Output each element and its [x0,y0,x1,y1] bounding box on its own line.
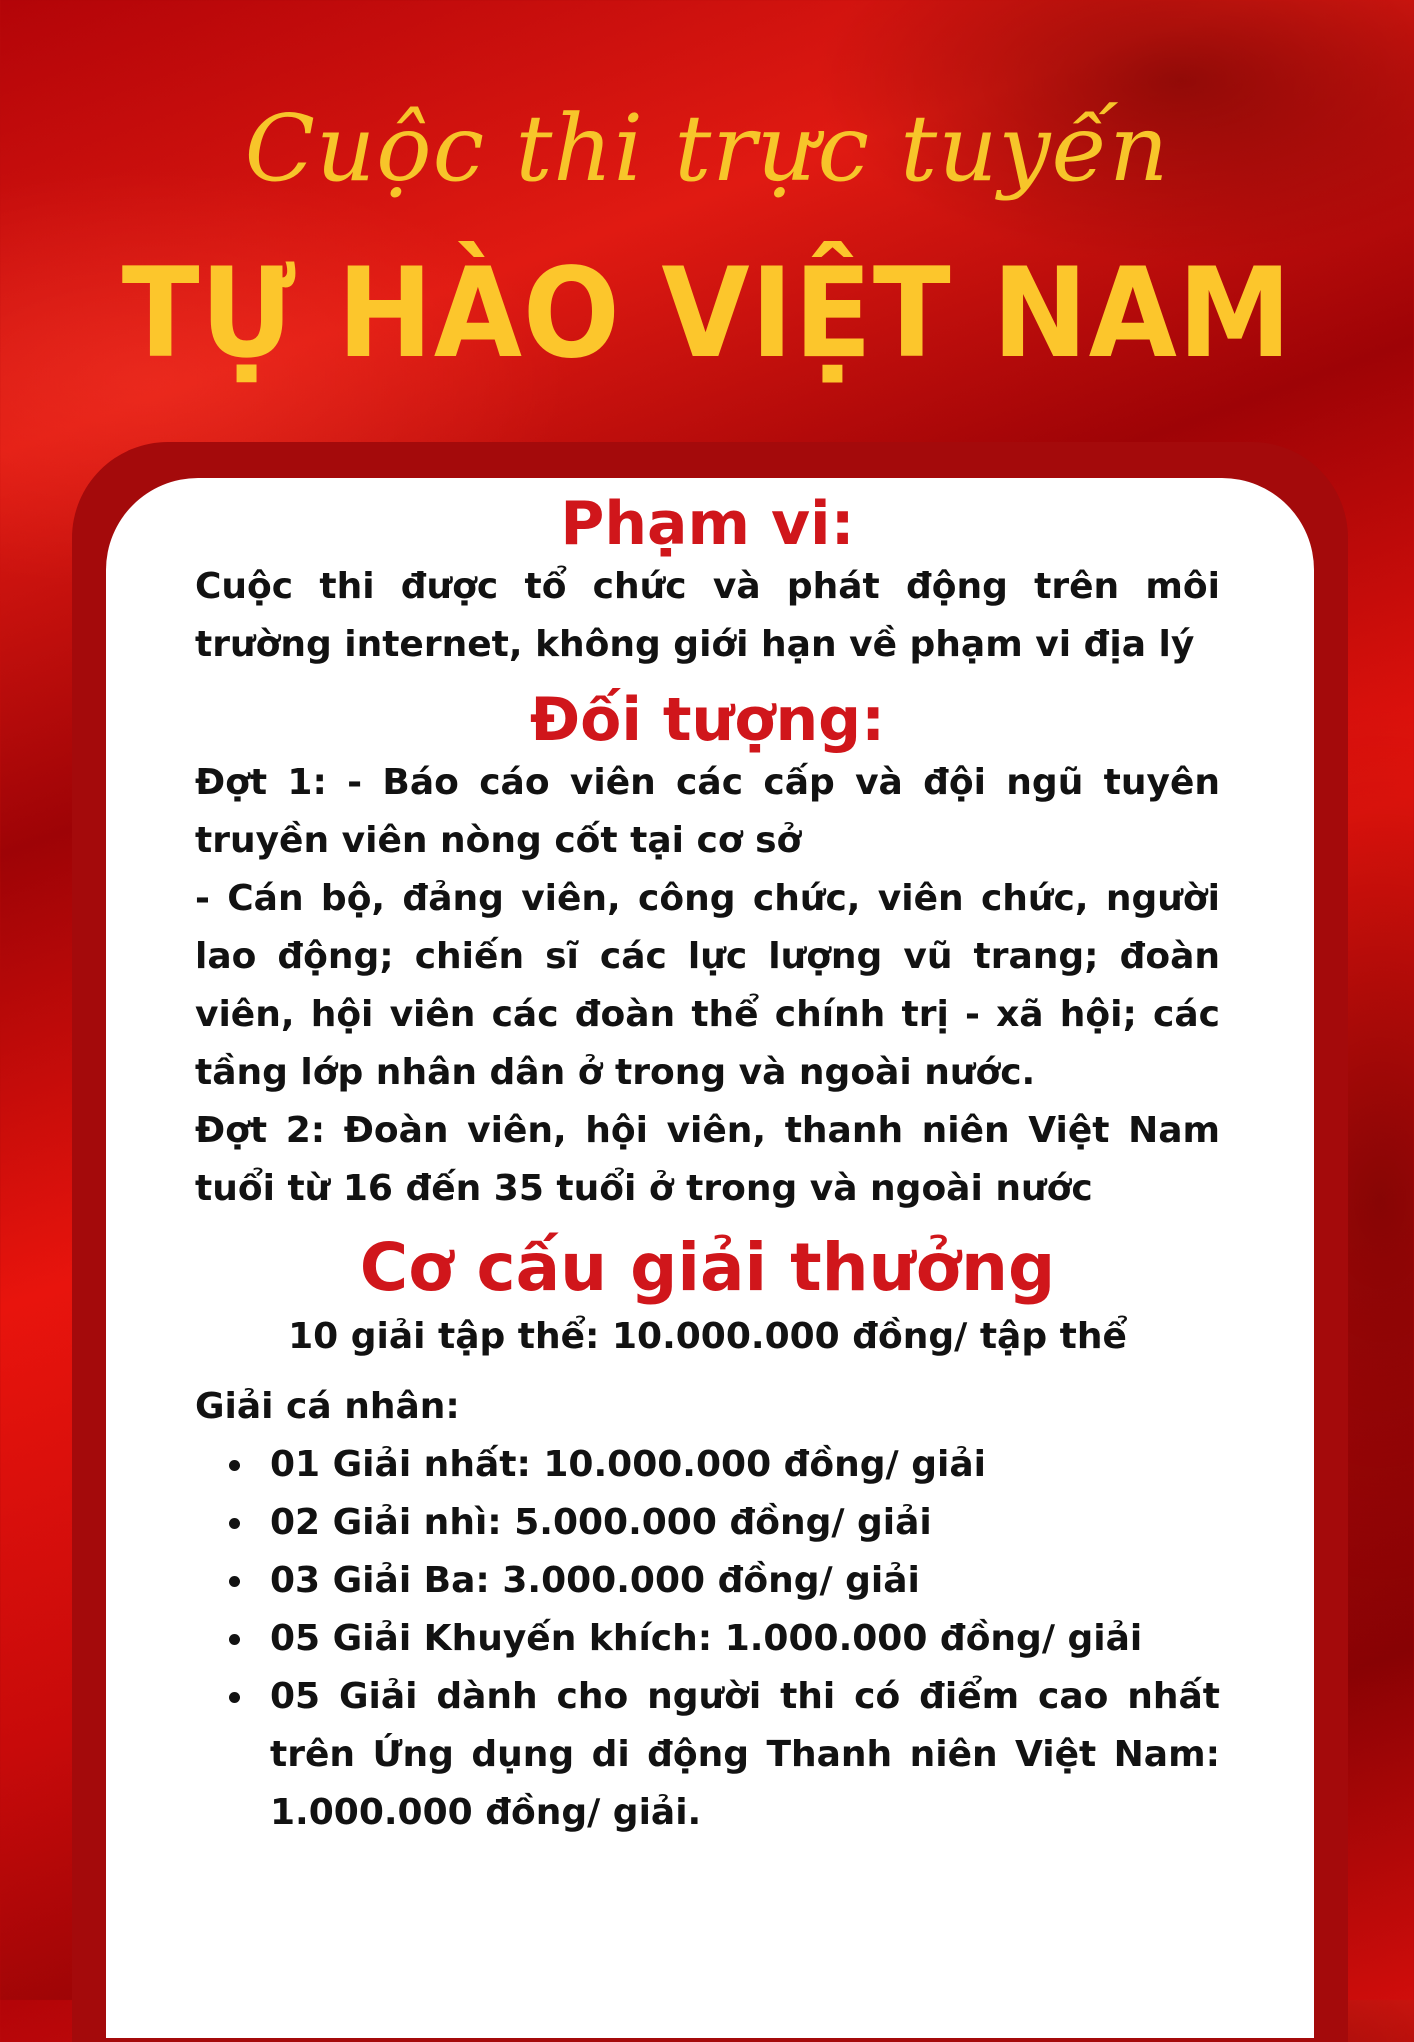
bullet-icon [229,1460,240,1471]
bullet-icon [229,1634,240,1645]
audience-round1: Đợt 1: - Báo cáo viên các cấp và đội ngũ tuyên truyền viên nòng cốt tại cơ sở [195,762,1220,861]
individual-prize-list [195,1436,1220,1842]
prize-third: 03 Giải Ba: 3.000.000 đồng/ giải [270,1560,920,1602]
list-item [195,1494,1220,1552]
scope-text: Cuộc thi được tổ chức và phát động trên môi trường internet, không giới hạn về phạm vi địa lý [195,566,1220,665]
list-item [195,1436,1220,1494]
prize-encouragement: 05 Giải Khuyến khích: 1.000.000 đồng/ giải [270,1618,1143,1660]
list-item [195,1668,1220,1842]
contest-title: TỰ HÀO VIỆT NAM [121,242,1293,386]
prize-second: 02 Giải nhì: 5.000.000 đồng/ giải [270,1502,932,1544]
audience-round2: Đợt 2: Đoàn viên, hội viên, thanh niên Việt Nam tuổi từ 16 đến 35 tuổi ở trong và ngoài nước [195,1110,1220,1209]
list-item [195,1552,1220,1610]
audience-round1-extra: - Cán bộ, đảng viên, công chức, viên chức, người lao động; chiến sĩ các lực lượng vũ trang; đoàn viên, hội viên các đoàn thể chính trị - xã hội; các tầng lớp nhân dân ở trong và ngoài nước. [195,878,1220,1093]
bullet-icon [229,1692,240,1703]
list-item [195,1610,1220,1668]
content [195,482,1220,1842]
contest-subtitle: Cuộc thi trực tuyến [244,95,1170,202]
prize-first: 01 Giải nhất: 10.000.000 đồng/ giải [270,1444,986,1486]
prizes-heading: Cơ cấu giải thưởng [359,1229,1056,1306]
bullet-icon [229,1518,240,1529]
scope-heading: Phạm vi: [560,489,855,559]
collective-prize: 10 giải tập thể: 10.000.000 đồng/ tập thể [288,1316,1127,1358]
audience-heading: Đối tượng: [529,685,886,755]
prize-mobile-app: 05 Giải dành cho người thi có điểm cao nhất trên Ứng dụng di động Thanh niên Việt Nam: 1.000.000 đồng/ giải. [270,1676,1220,1834]
bullet-icon [229,1576,240,1587]
individual-prize-label: Giải cá nhân: [195,1386,460,1428]
